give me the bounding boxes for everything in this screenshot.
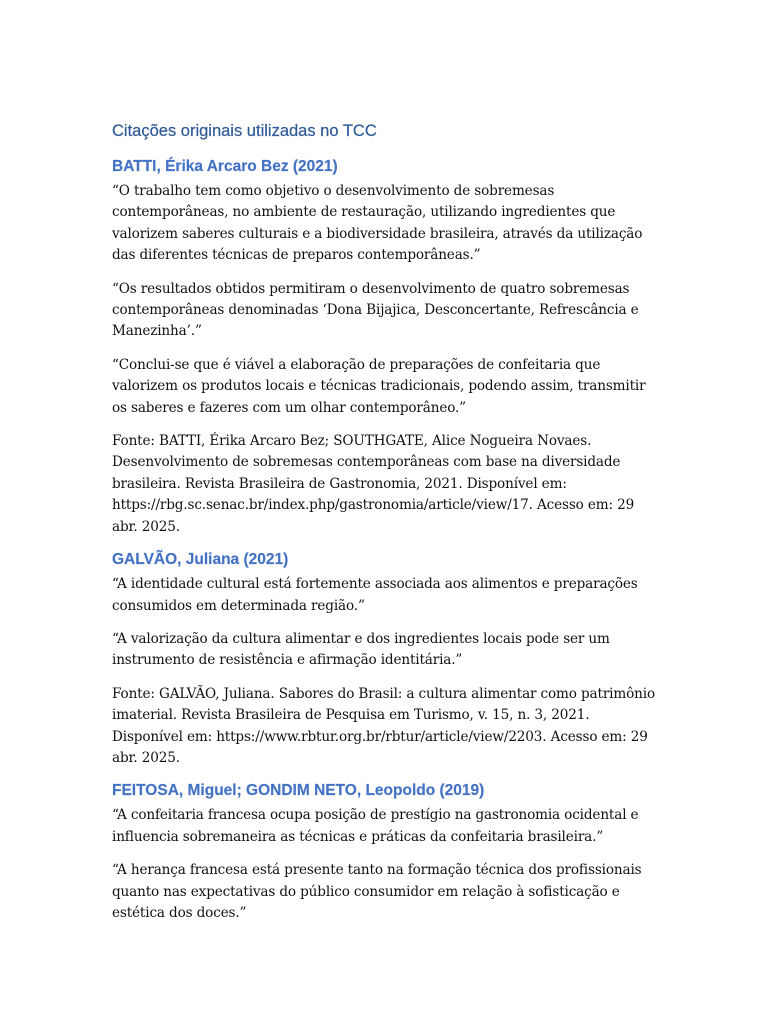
section-heading: GALVÃO, Juliana (2021) — [112, 551, 289, 569]
quote-paragraph: “O trabalho tem como objetivo o desenvolvimento de sobremesas contemporâneas, no ambiente de restauração, utilizando ingredientes que valorizem saberes culturais e a biodiversidade brasileira, através da utilização das diferentes técnicas de preparos contemporâneas.” — [112, 183, 643, 264]
section-heading: FEITOSA, Miguel; GONDIM NETO, Leopoldo (2019) — [112, 782, 485, 800]
source-reference: Fonte: GALVÃO, Juliana. Sabores do Brasil: a cultura alimentar como patrimônio imaterial. Revista Brasileira de Pesquisa em Turismo, v. 15, n. 3, 2021. Disponível em: https://www.rbtur.org.br/rbtur/article/view/2203. Acesso em: 29 abr. 2025. — [112, 685, 655, 766]
quote-paragraph: “A valorização da cultura alimentar e dos ingredientes locais pode ser um instrumento de resistência e afirmação identitária.” — [112, 630, 610, 669]
section-heading: BATTI, Érika Arcaro Bez (2021) — [112, 158, 338, 175]
quote-paragraph: “Os resultados obtidos permitiram o desenvolvimento de quatro sobremesas contemporâneas denominadas ‘Dona Bijajica, Desconcertante, Refrescância e Manezinha’.” — [112, 280, 639, 340]
quote-paragraph: “A identidade cultural está fortemente associada aos alimentos e preparações consumidos em determinada região.” — [112, 576, 638, 614]
section-galvao — [112, 549, 660, 769]
quote-paragraph: “A confeitaria francesa ocupa posição de prestígio na gastronomia ocidental e influencia sobremaneira as técnicas e práticas da confeitaria brasileira.” — [112, 807, 639, 845]
section-feitosa — [112, 780, 660, 924]
source-reference: Fonte: BATTI, Érika Arcaro Bez; SOUTHGATE, Alice Nogueira Novaes. Desenvolvimento de sobremesas contemporâneas com base na diversidade brasileira. Revista Brasileira de Gastronomia, 2021. Disponível em: https://rbg.sc.senac.br/index.php/gastronomia/article/view/17. Acesso em: 29 abr. 2025. — [112, 433, 635, 535]
document-title: Citações originais utilizadas no TCC — [112, 122, 377, 140]
quote-paragraph: “Conclui-se que é viável a elaboração de preparações de confeitaria que valorizem os produtos locais e técnicas tradicionais, podendo assim, transmitir os saberes e fazeres com um olhar contemporâneo.” — [112, 356, 646, 416]
quote-paragraph: “A herança francesa está presente tanto na formação técnica dos profissionais quanto nas expectativas do público consumidor em relação à sofisticação e estética dos doces.” — [112, 862, 642, 921]
document-page — [112, 120, 660, 936]
section-batti — [112, 156, 660, 538]
